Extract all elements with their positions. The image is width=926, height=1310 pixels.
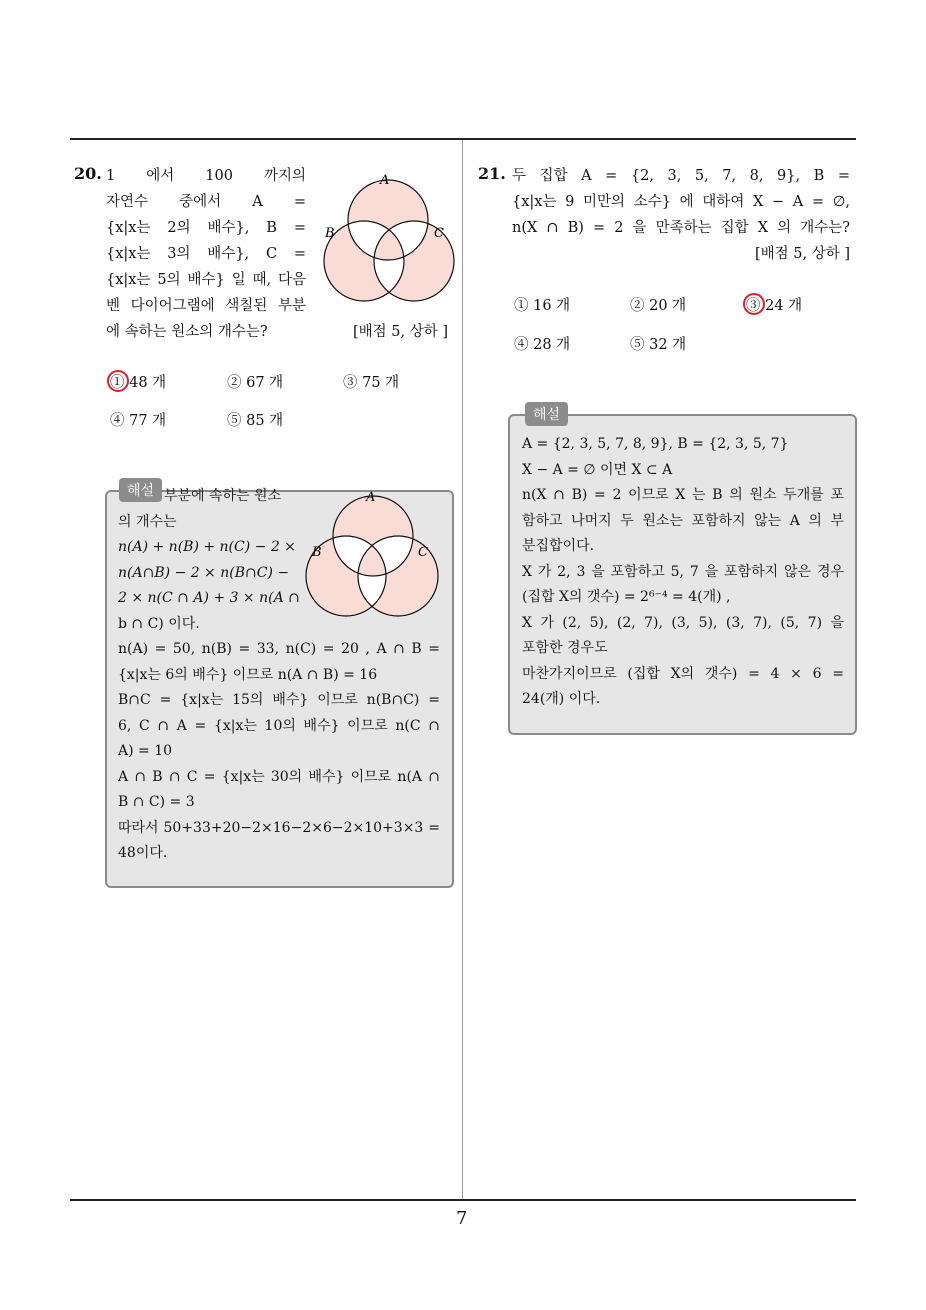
- question-21-number: 21.: [478, 164, 506, 183]
- venn-label-a: A: [366, 490, 376, 505]
- q21-line: {x|x는 9 미만의 소수} 에 대하여 X − A = ∅,: [512, 194, 850, 210]
- q21-sol-line: 함하고 나머지 두 원소는 포함하지 않는 A 의 부: [522, 512, 844, 529]
- selected-answer-circle: [107, 370, 129, 392]
- q20-sol-line: n(A) = 50, n(B) = 33, n(C) = 20 , A ∩ B =: [118, 641, 440, 657]
- q20-sol-line: A) = 10: [118, 743, 173, 759]
- venn-diagram-solution: [300, 488, 440, 628]
- q20-sol-line: 부분에 속하는 원소: [164, 488, 282, 504]
- q20-choice-1[interactable]: ① 48 개: [110, 375, 167, 391]
- q21-solution-tag: 해설: [525, 402, 568, 426]
- page-number: 7: [456, 1208, 468, 1229]
- q21-sol-line: 포함한 경우도: [522, 640, 608, 656]
- question-20-text-wide: [106, 267, 306, 345]
- q20-choice-3[interactable]: ③ 75 개: [343, 375, 400, 391]
- q20-sol-line: 의 개수는: [118, 513, 177, 530]
- q20-choice-2[interactable]: ② 67 개: [227, 375, 284, 391]
- venn-label-a: A: [380, 173, 390, 188]
- q21-sol-line: (집합 X의 갯수) = 2⁶⁻⁴ = 4(개) ,: [522, 589, 731, 605]
- q20-line: 에 속하는 원소의 개수는?: [106, 324, 268, 340]
- selected-answer-circle: [743, 293, 765, 315]
- q21-sol-line: n(X ∩ B) = 2 이므로 X 는 B 의 원소 두개를 포: [522, 487, 844, 503]
- q20-sol-line: b ∩ C) 이다.: [118, 615, 200, 632]
- q21-sol-line: A = {2, 3, 5, 7, 8, 9}, B = {2, 3, 5, 7}: [522, 436, 789, 452]
- q21-line: n(X ∩ B) = 2 을 만족하는 집합 X 의 개수는?: [512, 220, 850, 236]
- q21-choice-1[interactable]: ① 16 개: [514, 298, 571, 314]
- q20-line: 자연수 중에서 A =: [106, 194, 306, 210]
- question-20-number: 20.: [74, 164, 102, 183]
- q21-solution-text: [522, 432, 844, 713]
- venn-label-c: C: [418, 545, 428, 560]
- q21-sol-line: 24(개) 이다.: [522, 691, 601, 707]
- q20-sol-line: 48이다.: [118, 845, 168, 861]
- question-20-points: [배점 5, 상하 ]: [352, 324, 448, 340]
- venn-diagram-question: [320, 168, 460, 308]
- q20-line: {x|x는 3의 배수}, C =: [106, 246, 306, 262]
- q20-sol-line: B ∩ C) = 3: [118, 794, 195, 810]
- q20-sol-line: {x|x는 6의 배수} 이므로 n(A ∩ B) = 16: [118, 666, 378, 683]
- q20-sol-line: B∩C = {x|x는 15의 배수} 이므로 n(B∩C) =: [118, 692, 440, 708]
- q21-sol-line: X 가 2, 3 을 포함하고 5, 7 을 포함하지 않은 경우: [522, 563, 844, 580]
- q20-sol-line: A ∩ B ∩ C = {x|x는 30의 배수} 이므로 n(A ∩: [118, 768, 440, 785]
- q20-line: {x|x는 5의 배수} 일 때, 다음: [106, 272, 306, 288]
- q21-sol-line: 분집합이다.: [522, 538, 595, 554]
- q20-line: 벤 다이어그램에 색칠된 부분: [106, 298, 306, 314]
- q21-choice-5[interactable]: ⑤ 32 개: [630, 337, 687, 353]
- question-21-points: [배점 5, 상하 ]: [754, 246, 850, 262]
- q20-choice-4[interactable]: ④ 77 개: [110, 413, 167, 429]
- q20-choice-5[interactable]: ⑤ 85 개: [227, 413, 284, 429]
- bottom-rule: [70, 1199, 856, 1201]
- q21-choice-2[interactable]: ② 20 개: [630, 298, 687, 314]
- q20-line: {x|x는 2의 배수}, B =: [106, 220, 306, 236]
- venn-label-b: B: [312, 545, 322, 560]
- q20-sol-line: 6, C ∩ A = {x|x는 10의 배수} 이므로 n(C ∩: [118, 717, 440, 734]
- q21-sol-line: X 가 (2, 5), (2, 7), (3, 5), (3, 7), (5, 7) 을: [522, 614, 844, 631]
- q21-choice-4[interactable]: ④ 28 개: [514, 337, 571, 353]
- q20-line: 1 에서 100 까지의: [106, 168, 306, 184]
- question-20-text: [106, 163, 306, 267]
- q20-sol-line: n(A∩B) − 2 × n(B∩C) −: [118, 564, 290, 581]
- venn-label-c: C: [434, 226, 444, 241]
- q21-sol-line: X − A = ∅ 이면 X ⊂ A: [522, 461, 673, 478]
- top-rule: [70, 138, 856, 140]
- q21-choice-3[interactable]: ③ 24 개: [746, 298, 803, 314]
- q21-sol-line: 마찬가지이므로 (집합 X의 갯수) = 4 × 6 =: [522, 665, 844, 682]
- q21-line: 두 집합 A = {2, 3, 5, 7, 8, 9}, B =: [512, 168, 850, 184]
- q20-solution-tag: 해설: [119, 478, 162, 502]
- q20-sol-line: n(A) + n(B) + n(C) − 2 ×: [118, 539, 296, 555]
- question-21-text: [512, 163, 850, 267]
- q20-sol-line: 따라서 50+33+20−2×16−2×6−2×10+3×3 =: [118, 819, 440, 836]
- q20-sol-line: 2 × n(C ∩ A) + 3 × n(A ∩: [118, 590, 300, 606]
- column-divider: [462, 140, 463, 1200]
- venn-label-b: B: [325, 226, 335, 241]
